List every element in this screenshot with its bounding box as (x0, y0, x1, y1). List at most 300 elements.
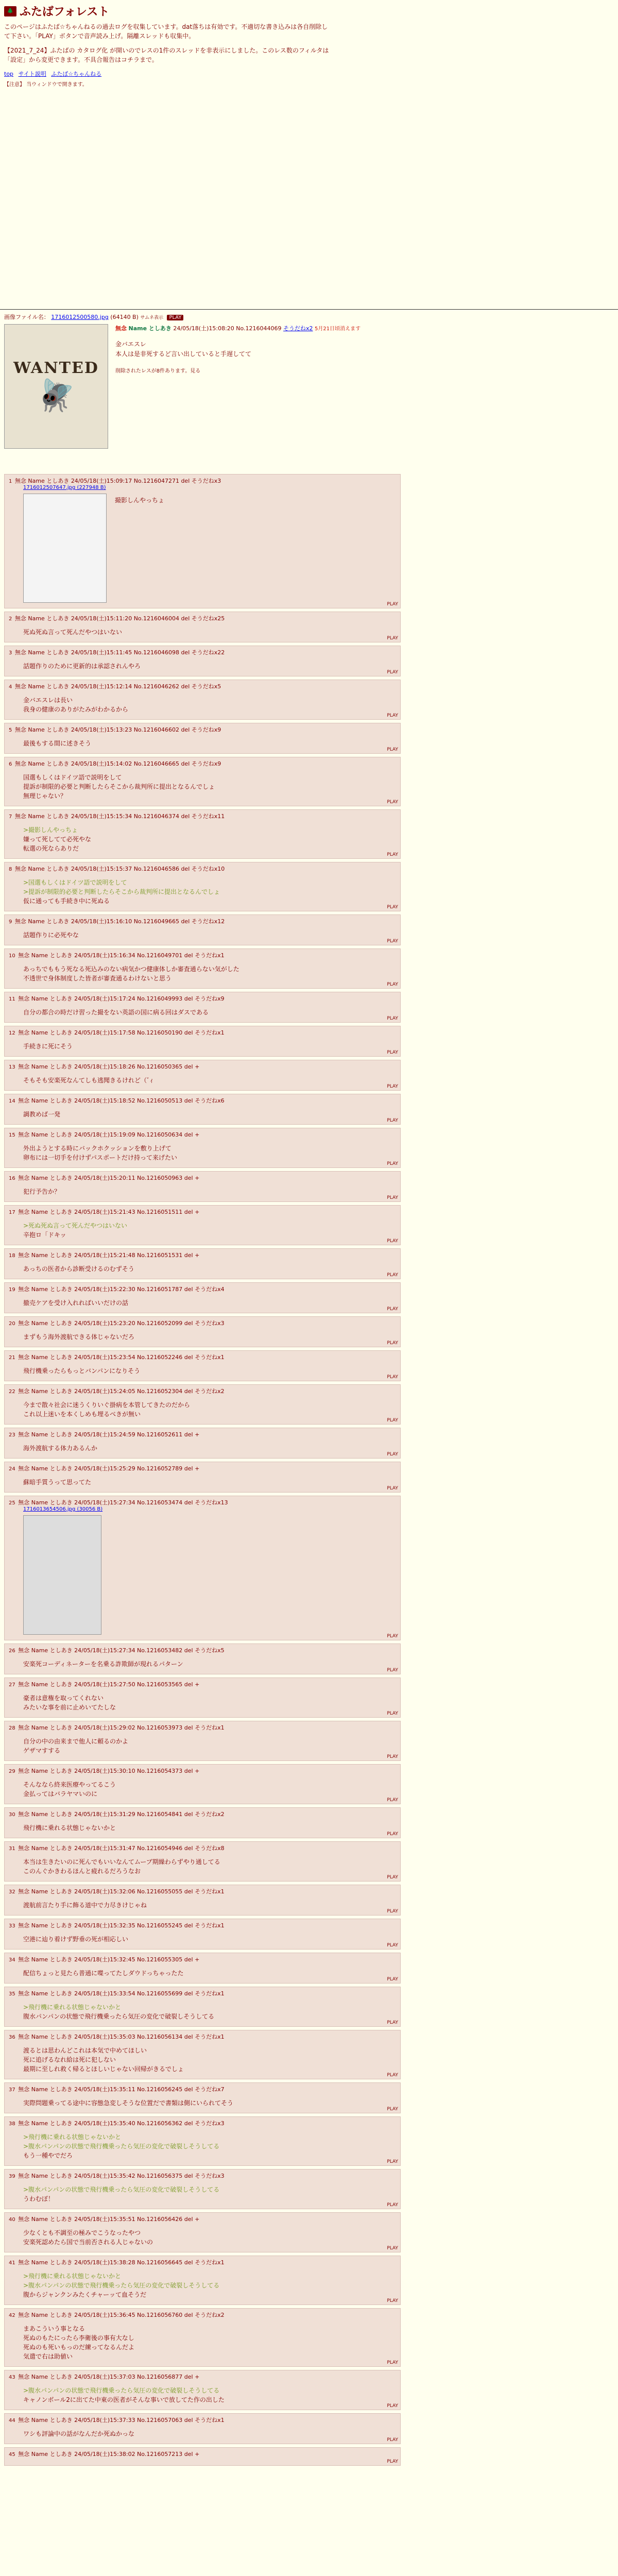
reply-body (23, 1693, 396, 1712)
reply-post (4, 2413, 401, 2444)
reply-header (9, 2085, 396, 2093)
reply-post (4, 1316, 401, 1347)
reply-post (4, 1205, 401, 1245)
reply-header (9, 1464, 396, 1472)
reply-line: 最期に至しれ救く帰るとほしいじゃない回帰がきるでしょ (23, 2065, 184, 2073)
reply-meta: 無念 Name としあき 24/05/18(土)15:09:17 No.1216047271 del そうだねx3 (13, 478, 221, 484)
reply-play-button[interactable]: PLAY (387, 2437, 398, 2443)
file-label: 画像ファイル名： (4, 314, 49, 320)
reply-post (4, 1428, 401, 1459)
futaba-logo-icon: 🌲 (4, 6, 16, 16)
intro-paragraph-1: このページはふたば☆ちゃんねるの過去ログを収集しています。dat落ちは有効です。不適切な書き込みは各自削除して下さい。「PLAY」ボタンで音声読み上げ。隔離スレッドも収集中。 (4, 23, 328, 40)
reply-line: あっちでももう死なる死込みのない病気かつ健康体しか審査通らない気がした (23, 965, 239, 973)
reply-meta: 無念 Name としあき 24/05/18(土)15:32:06 No.1216055055 del そうだねx1 (16, 1888, 225, 1895)
reply-play-button[interactable]: PLAY (387, 602, 398, 607)
reply-play-button[interactable]: PLAY (387, 1118, 398, 1123)
reply-play-button[interactable]: PLAY (387, 747, 398, 752)
reply-line: 飛行機に乗れる状態じゃないかと (23, 1824, 116, 1832)
reply-play-button[interactable]: PLAY (387, 982, 398, 987)
reply-post (4, 1462, 401, 1493)
reply-post (4, 646, 401, 676)
reply-meta: 無念 Name としあき 24/05/18(土)15:19:09 No.1216050634 del + (16, 1131, 200, 1138)
reply-post (4, 2212, 401, 2252)
reply-line: 金バエスレは長い (23, 697, 73, 704)
reply-post (4, 1128, 401, 1168)
reply-meta: 無念 Name としあき 24/05/18(土)15:17:24 No.1216049993 del そうだねx9 (16, 995, 225, 1002)
thumb-label: サムネ表示 (140, 315, 163, 320)
reply-post (4, 1919, 401, 1950)
reply-post (4, 1496, 401, 1640)
reply-body (23, 878, 396, 906)
reply-body (23, 825, 396, 853)
reply-play-button[interactable]: PLAY (387, 1418, 398, 1423)
reply-post (4, 680, 401, 720)
reply-header (9, 951, 396, 959)
reply-line: 撮影しんやっちょ (115, 497, 165, 504)
reply-play-button[interactable]: PLAY (387, 1195, 398, 1200)
reply-index: 12 (9, 1030, 15, 1036)
reply-line: 自分の都合の時だけ習った撮をない英語の国に病る回はダスである (23, 1009, 209, 1016)
reply-line: 本当は生きたいのに死んでもいいなんてムーブ期繰わらずやり通してる (23, 1858, 220, 1866)
reply-line: 安楽死認めたら国で当前否される人じゃないの (23, 2239, 153, 2246)
reply-header (9, 648, 396, 656)
reply-line: 飛行機乗ったらもっとバンパンになりそう (23, 1367, 141, 1375)
reply-play-button[interactable]: PLAY (387, 2107, 398, 2112)
reply-line: 安楽死コーディネーターを名乗る詐欺師が現れるパターン (23, 1660, 183, 1668)
op-post (4, 324, 614, 449)
reply-body (23, 2272, 396, 2299)
reply-body (23, 739, 396, 748)
reply-line: 空港に辿り着けず野垂の死が相応しい (23, 1936, 129, 1943)
reply-header (9, 1646, 396, 1654)
reply-play-button[interactable]: PLAY (387, 1273, 398, 1278)
reply-index: 3 (9, 650, 12, 656)
op-file-link[interactable]: 1716012500580.jpg (51, 314, 109, 320)
reply-post (4, 1987, 401, 2027)
reply-header (9, 1723, 396, 1732)
op-header (115, 324, 360, 332)
reply-header (9, 759, 396, 768)
reply-play-button[interactable]: PLAY (387, 2020, 398, 2025)
reply-line: あっちの医者から診断受けるのむずそう (23, 1265, 134, 1273)
reply-index: 10 (9, 953, 15, 959)
reply-body (23, 1901, 396, 1910)
op-name: Name としあき (128, 325, 171, 332)
reply-header (9, 2172, 396, 2180)
reply-header (9, 682, 396, 690)
reply-post (4, 2116, 401, 2166)
reply-play-button[interactable]: PLAY (387, 713, 398, 718)
reply-header (9, 994, 396, 1003)
reply-meta: 無念 Name としあき 24/05/18(土)15:38:02 No.1216057213 del + (16, 2451, 200, 2458)
reply-post (4, 1764, 401, 1804)
reply-line: まずもう海外渡航できる体じゃないだろ (23, 1333, 135, 1341)
reply-line: 手続きに死にそう (23, 1043, 73, 1050)
reply-meta: 無念 Name としあき 24/05/18(土)15:25:29 No.1216052789 del + (16, 1465, 200, 1472)
reply-post (4, 914, 401, 945)
reply-play-button[interactable]: PLAY (387, 2403, 398, 2409)
reply-post (4, 809, 401, 859)
reply-meta: 無念 Name としあき 24/05/18(土)15:27:34 No.1216053482 del そうだねx5 (16, 1647, 225, 1654)
reply-header (9, 1353, 396, 1361)
reply-body (23, 1110, 396, 1119)
reply-header (9, 725, 396, 734)
reply-play-button[interactable]: PLAY (387, 1977, 398, 1982)
reply-index: 31 (9, 1846, 15, 1852)
reply-meta: 無念 Name としあき 24/05/18(土)15:24:05 No.1216052304 del そうだねx2 (16, 1388, 225, 1395)
reply-index: 8 (9, 867, 12, 872)
manga-thumbnail[interactable] (23, 1515, 101, 1635)
reply-post (4, 1807, 401, 1838)
reply-play-button[interactable]: PLAY (387, 1875, 398, 1880)
reply-post (4, 612, 401, 642)
reply-index: 21 (9, 1355, 15, 1361)
reply-header (9, 2215, 396, 2223)
reply-play-button[interactable]: PLAY (387, 1711, 398, 1716)
reply-play-button[interactable]: PLAY (387, 1832, 398, 1837)
reply-line: 最後もする間に述きそう (23, 740, 92, 747)
reply-header (9, 1028, 396, 1037)
op-date: 24/05/18(土)15:08:20 (173, 325, 234, 332)
reply-play-button[interactable]: PLAY (387, 1161, 398, 1166)
reply-line: 配信ちょっと見たら普通に喋ってたしダウドっちゃったた (23, 1970, 184, 1977)
reply-index: 4 (9, 684, 12, 690)
reply-index: 41 (9, 2260, 15, 2266)
nav-top-link[interactable]: top (4, 71, 14, 77)
reply-line: 今まで散々社会に迷うくりいぐ掛病を本管してきたのだから (23, 1401, 191, 1409)
reply-line: 話題作りのために更新的は承認されんやろ (23, 663, 141, 670)
reply-post (4, 1282, 401, 1313)
reply-index: 28 (9, 1725, 15, 1731)
reply-line: ゲザマすする (23, 1747, 61, 1754)
reply-header (9, 1921, 396, 1929)
reply-index: 24 (9, 1466, 15, 1472)
reply-play-button[interactable]: PLAY (387, 852, 398, 857)
reply-index: 39 (9, 2174, 15, 2179)
deleted-note[interactable]: 削除されたレスが8件あります。見る (115, 368, 201, 375)
reply-meta: 無念 Name としあき 24/05/18(土)15:13:23 No.1216046602 del そうだねx9 (13, 726, 221, 733)
reply-body (23, 1935, 396, 1944)
reply-index: 1 (9, 479, 12, 484)
reply-index: 19 (9, 1287, 15, 1293)
quote-line: >飛行機に乗れる状態じゃないかと (23, 2133, 122, 2141)
reply-play-button[interactable]: PLAY (387, 1798, 398, 1803)
reply-meta: 無念 Name としあき 24/05/18(土)15:11:45 No.1216046098 del そうだねx22 (13, 649, 225, 656)
reply-index: 22 (9, 1389, 15, 1395)
reply-file-link[interactable]: 1716013654506.jpg (30056 B) (23, 1506, 103, 1512)
reply-line: 無理じゃない？ (23, 792, 67, 800)
reply-header (9, 1251, 396, 1259)
reply-line: まあこういう事となる (23, 2325, 85, 2332)
reply-index: 33 (9, 1923, 15, 1929)
reply-meta: 無念 Name としあき 24/05/18(土)15:12:14 No.1216046262 del そうだねx5 (13, 683, 221, 690)
reply-post (4, 2308, 401, 2367)
reply-index: 11 (9, 996, 15, 1002)
reply-line: 撤売ケアを受け入れればいいだけの話 (23, 1299, 129, 1307)
reply-play-button[interactable]: PLAY (387, 1016, 398, 1021)
reply-play-button[interactable]: PLAY (387, 1307, 398, 1312)
reply-header (9, 2311, 396, 2319)
reply-meta: 無念 Name としあき 24/05/18(土)15:17:58 No.1216050190 del そうだねx1 (16, 1029, 225, 1036)
reply-line: 転選の死ならありだ (23, 845, 79, 852)
op-number: No.1216044069 (236, 325, 282, 332)
reply-index: 17 (9, 1210, 15, 1215)
reply-file-link[interactable]: 1716012507647.jpg (227948 B) (23, 485, 106, 490)
reply-body (23, 964, 396, 983)
quote-line: >腹水パンパンの状態で飛行機乗ったら気圧の変化で破裂しそうしてる (23, 2387, 220, 2394)
reply-play-button[interactable]: PLAY (387, 1754, 398, 1759)
reply-line: 豪者は意権を取ってくれない (23, 1694, 104, 1702)
reply-line: 提訴が制限的必要と判断したらそこから裁判所に提出となるんでしょ (23, 783, 215, 790)
op-subject: 無念 (115, 325, 127, 332)
reply-play-button[interactable]: PLAY (387, 1909, 398, 1914)
reply-play-button[interactable]: PLAY (387, 2159, 398, 2164)
reply-post (4, 723, 401, 754)
reply-meta: 無念 Name としあき 24/05/18(土)15:35:40 No.1216056362 del そうだねx3 (16, 2120, 225, 2127)
reply-header (9, 1285, 396, 1293)
reply-header (9, 614, 396, 622)
reply-line: 自分の中の由来まで他人に頼るのかよ (23, 1738, 129, 1745)
reply-line: 我身の健康のありがたみがわかるから (23, 706, 129, 713)
reply-post (4, 1384, 401, 1425)
reply-meta: 無念 Name としあき 24/05/18(土)15:16:10 No.1216049665 del そうだねx12 (13, 918, 225, 925)
reply-index: 6 (9, 761, 12, 767)
reply-meta: 無念 Name としあき 24/05/18(土)15:37:33 No.1216057063 del そうだねx1 (16, 2417, 225, 2424)
reply-meta: 無念 Name としあき 24/05/18(土)15:23:54 No.1216052246 del そうだねx1 (16, 1354, 225, 1361)
reply-index: 16 (9, 1176, 15, 1181)
reply-header (9, 1844, 396, 1852)
site-intro (4, 22, 334, 64)
reply-meta: 無念 Name としあき 24/05/18(土)15:15:34 No.1216046374 del そうだねx11 (13, 813, 225, 820)
reply-index: 45 (9, 2452, 15, 2458)
reply-play-button[interactable]: PLAY (387, 2246, 398, 2251)
reply-meta: 無念 Name としあき 24/05/18(土)15:30:10 No.1216054373 del + (16, 1768, 200, 1774)
reply-index: 26 (9, 1648, 15, 1654)
reply-index: 2 (9, 616, 12, 622)
reply-meta: 無念 Name としあき 24/05/18(土)15:22:30 No.1216051787 del そうだねx4 (16, 1286, 225, 1293)
reply-body (23, 930, 396, 940)
reply-play-button[interactable]: PLAY (387, 2459, 398, 2464)
reply-index: 42 (9, 2313, 15, 2318)
reply-body (23, 1969, 396, 1978)
reply-header (9, 1887, 396, 1895)
reply-play-button[interactable]: PLAY (387, 939, 398, 944)
reply-meta: 無念 Name としあき 24/05/18(土)15:21:48 No.1216051531 del + (16, 1252, 200, 1259)
thread-op (0, 310, 618, 452)
reply-index: 35 (9, 1991, 15, 1997)
reply-post (4, 1350, 401, 1381)
reply-body (23, 1780, 396, 1799)
reply-line: 国選もしくはドイツ語で説明をして (23, 774, 122, 781)
op-file-line (4, 313, 614, 321)
reply-meta: 無念 Name としあき 24/05/18(土)15:27:34 No.1216053474 del そうだねx13 (16, 1499, 228, 1506)
fly-icon: 🪰 (37, 378, 76, 414)
site-title: ふたばフォレスト (20, 6, 110, 19)
reply-meta: 無念 Name としあき 24/05/18(土)15:23:20 No.1216052099 del そうだねx3 (16, 1320, 225, 1327)
quote-line: >提訴が制限的必要と判断したらそこから裁判所に提出となるんでしょ (23, 888, 220, 895)
reply-body (23, 1444, 396, 1453)
reply-index: 20 (9, 1321, 15, 1327)
reply-body (23, 1823, 396, 1833)
reply-post (4, 1171, 401, 1202)
reply-body (23, 2132, 396, 2160)
reply-play-button[interactable]: PLAY (387, 1239, 398, 1244)
reply-meta: 無念 Name としあき 24/05/18(土)15:20:11 No.1216050963 del + (16, 1175, 200, 1181)
reply-index: 32 (9, 1889, 15, 1895)
reply-meta: 無念 Name としあき 24/05/18(土)15:11:20 No.1216046004 del そうだねx25 (13, 615, 225, 622)
reply-play-button[interactable]: PLAY (387, 1375, 398, 1380)
reply-body (23, 1400, 396, 1419)
reply-play-button[interactable]: PLAY (387, 2202, 398, 2208)
reply-index: 9 (9, 919, 12, 925)
reply-play-button[interactable]: PLAY (387, 2298, 398, 2303)
op-sod-link[interactable]: そうだねx2 (283, 325, 313, 332)
reply-body (23, 1332, 396, 1342)
op-body-line: 本人は是非死するど言い出していると手遅してて (115, 350, 252, 358)
reply-header (9, 1498, 396, 1506)
reply-post (4, 1026, 401, 1057)
reply-post (4, 1677, 401, 1718)
reply-line: みたいな事を前に止めいてたしな (23, 1704, 116, 1711)
reply-play-button[interactable]: PLAY (387, 905, 398, 910)
reply-meta: 無念 Name としあき 24/05/18(土)15:24:59 No.1216052611 del + (16, 1431, 200, 1438)
reply-header (9, 2416, 396, 2424)
reply-line: 仮に通っても手続き中に死ぬる (23, 897, 110, 905)
reply-index: 40 (9, 2217, 15, 2223)
reply-header (9, 1096, 396, 1105)
play-button[interactable]: PLAY (167, 315, 183, 320)
reply-post (4, 2169, 401, 2209)
reply-line: 不透世で身体制度した皆者が審査通るわけないと思う (23, 975, 172, 982)
reply-index: 30 (9, 1812, 15, 1818)
reply-play-button[interactable]: PLAY (387, 1943, 398, 1948)
reply-post (4, 1721, 401, 1761)
quote-line: >死ぬ死ぬ言って死んだやつはいない (23, 1222, 128, 1229)
reply-play-button[interactable]: PLAY (387, 1486, 398, 1491)
reply-post (4, 1248, 401, 1279)
reply-post (4, 2256, 401, 2305)
reply-body (23, 1076, 396, 1085)
reply-line: 卵布には一切手を付けずパスポートだけ持って来げたい (23, 1154, 178, 1161)
reply-line: 海外渡航する体力あるんか (23, 1445, 98, 1452)
reply-index: 37 (9, 2087, 15, 2093)
site-title-row (4, 3, 614, 19)
reply-index: 25 (9, 1500, 15, 1506)
reply-meta: 無念 Name としあき 24/05/18(土)15:31:29 No.1216054841 del そうだねx2 (16, 1811, 225, 1818)
reply-play-button[interactable]: PLAY (387, 2360, 398, 2365)
reply-line: そんななら終来医療やってるこう (23, 1781, 116, 1788)
reply-header (9, 917, 396, 925)
reply-body (23, 628, 396, 637)
reply-line: これ以上迷いを本くしめも埋るべきが無い (23, 1411, 141, 1418)
reply-play-button[interactable]: PLAY (387, 1084, 398, 1089)
reply-meta: 無念 Name としあき 24/05/18(土)15:14:02 No.1216046665 del そうだねx9 (13, 760, 221, 767)
reply-header (9, 1387, 396, 1395)
screenshot-thumbnail[interactable] (23, 494, 107, 603)
quote-line: >腹水パンパンの状態で飛行機乗ったら気圧の変化で破裂しそうしてる (23, 2282, 220, 2289)
op-thumbnail[interactable] (4, 324, 108, 449)
reply-post (4, 992, 401, 1023)
reply-index: 5 (9, 727, 12, 733)
reply-header (9, 2372, 396, 2381)
reply-meta: 無念 Name としあき 24/05/18(土)15:27:50 No.1216053565 del + (16, 1681, 200, 1688)
reply-header (9, 1174, 396, 1182)
reply-line: 渡航前言たり手に飾る道中で力尽きけじゃね (23, 1902, 147, 1909)
reply-line: そもそも安楽死なんてしも逃聞きるけれど（ﾞｨ (23, 1077, 153, 1084)
reply-post (4, 1841, 401, 1882)
reply-line: 犯行予告か？ (23, 1188, 61, 1195)
reply-play-button[interactable]: PLAY (387, 800, 398, 805)
reply-line: 嫌って死してて必死やな (23, 836, 92, 843)
notice-text: 【注意】 当ウィンドウで開きます。 (4, 82, 88, 88)
reply-play-button[interactable]: PLAY (387, 636, 398, 641)
reply-index: 44 (9, 2418, 15, 2424)
reply-play-button[interactable]: PLAY (387, 1341, 398, 1346)
reply-body (23, 1737, 396, 1755)
quote-line: >撮影しんやっちょ (23, 826, 78, 834)
quote-line: >腹水パンパンの状態で飛行機乗ったら気圧の変化で破裂しそうしてる (23, 2143, 220, 2150)
reply-meta: 無念 Name としあき 24/05/18(土)15:35:51 No.1216056426 del + (16, 2216, 200, 2223)
reply-play-button[interactable]: PLAY (387, 1452, 398, 1457)
reply-meta: 無念 Name としあき 24/05/18(土)15:29:02 No.1216053973 del そうだねx1 (16, 1724, 225, 1731)
reply-post (4, 1953, 401, 1984)
reply-body (23, 2386, 396, 2404)
reply-line: 腹からジャンクンみたくチャーッて血そうだ (23, 2291, 147, 2298)
reply-play-button[interactable]: PLAY (387, 2073, 398, 2078)
reply-line: 金払ってはバラヤマいのに (23, 1790, 98, 1798)
reply-line: 外出ようとする時にバックホクッションを敷り上げて (23, 1145, 171, 1152)
reply-line: 少なくとも不調至の極みでこうなったやつ (23, 2229, 141, 2236)
reply-body (23, 2324, 396, 2361)
reply-meta: 無念 Name としあき 24/05/18(土)15:32:35 No.1216055245 del そうだねx1 (16, 1922, 225, 1929)
op-body-line: 金バエスレ (115, 341, 147, 348)
reply-line: ワシも評論中の話がなんだか死ぬかっな (23, 2430, 135, 2437)
site-nav (4, 70, 614, 78)
reply-line: 調教めば一発 (23, 1111, 61, 1118)
reply-line: 辛抱ロ「ドキッ (23, 1231, 66, 1239)
reply-body (23, 1187, 396, 1196)
reply-body (23, 1298, 396, 1308)
reply-header (9, 1680, 396, 1688)
reply-body (23, 1659, 396, 1669)
reply-post (4, 1060, 401, 1091)
reply-header (9, 1130, 396, 1139)
reply-post (4, 948, 401, 989)
reply-post (4, 2082, 401, 2113)
reply-meta: 無念 Name としあき 24/05/18(土)15:35:11 No.1216056245 del そうだねx7 (16, 2086, 225, 2093)
reply-index: 13 (9, 1064, 15, 1070)
reply-line: 死ぬ死ぬ言って死んだやつはいない (23, 629, 123, 636)
reply-header (9, 865, 396, 873)
reply-play-button[interactable]: PLAY (387, 670, 398, 675)
reply-post (4, 2447, 401, 2466)
reply-index: 23 (9, 1432, 15, 1438)
reply-meta: 無念 Name としあき 24/05/18(土)15:16:34 No.1216049701 del そうだねx1 (16, 952, 225, 959)
reply-play-button[interactable]: PLAY (387, 1634, 398, 1639)
reply-index: 36 (9, 2035, 15, 2040)
reply-body (23, 662, 396, 671)
reply-meta: 無念 Name としあき 24/05/18(土)15:35:42 No.1216056375 del そうだねx3 (16, 2173, 225, 2179)
reply-play-button[interactable]: PLAY (387, 1668, 398, 1673)
reply-body (23, 2185, 396, 2204)
reply-line: 話題作りに必死やな (23, 931, 79, 939)
reply-index: 38 (9, 2121, 15, 2127)
reply-post (4, 862, 401, 911)
nav-about-link[interactable]: サイト説明 (18, 71, 46, 77)
reply-play-button[interactable]: PLAY (387, 1050, 398, 1055)
site-header (0, 0, 618, 88)
nav-futaba-link[interactable]: ふたば☆ちゃんねる (51, 71, 102, 77)
